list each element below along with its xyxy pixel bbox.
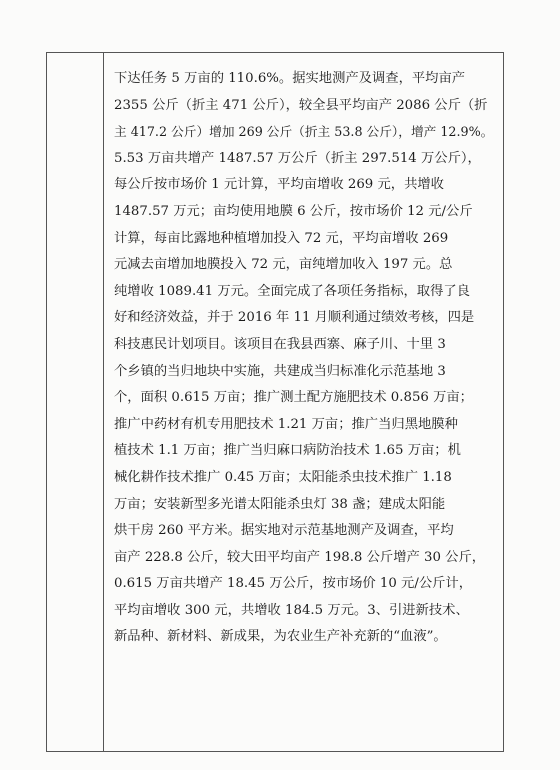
text-line: 烘干房 260 平方米。据实地对示范基地测产及调查，平均 [114,523,454,539]
text-line: 科技惠民计划项目。该项目在我县西寨、麻子川、十里 3 [114,336,446,352]
text-line: 械化耕作技术推广 0.45 万亩；太阳能杀虫技术推广 1.18 [114,469,452,485]
text-line: 个乡镇的当归地块中实施，共建成当归标准化示范基地 3 [114,363,446,379]
text-line: 每公斤按市场价 1 元计算，平均亩增收 269 元，共增收 [114,177,444,193]
text-line: 计算，每亩比露地种植增加投入 72 元，平均亩增收 269 [114,230,449,246]
text-line: 亩产 228.8 公斤，较大田平均亩产 198.8 公斤增产 30 公斤， [114,549,486,565]
text-line: 万亩；安装新型多光谱太阳能杀虫灯 38 盏；建成太阳能 [114,496,446,512]
text-line: 1487.57 万元；亩均使用地膜 6 公斤，按市场价 12 元/公斤 [114,203,473,219]
text-line: 个，面积 0.615 万亩；推广测土配方施肥技术 0.856 万亩； [114,390,473,406]
text-line: 0.615 万亩共增产 18.45 万公斤，按市场价 10 元/公斤计， [114,576,473,592]
text-line: 植技术 1.1 万亩；推广当归麻口病防治技术 1.65 万亩；机 [114,443,461,459]
column-divider [103,52,104,752]
text-line: 新品种、新材料、新成果，为农业生产补充新的“血液”。 [114,629,447,645]
text-line: 纯增收 1089.41 万元。全面完成了各项任务指标，取得了良 [114,283,470,299]
text-line: 2355 公斤（折主 471 公斤），较全县平均亩产 2086 公斤（折 [114,97,488,113]
text-line: 好和经济效益，并于 2016 年 11 月顺利通过绩效考核，四是 [114,310,475,326]
text-line: 平均亩增收 300 元，共增收 184.5 万元。3、引进新技术、 [114,602,469,618]
body-text-cell [114,66,498,651]
text-line: 元减去亩增加地膜投入 72 元，亩纯增加收入 197 元。总 [114,257,453,273]
text-line: 5.53 万亩共增产 1487.57 万公斤（折主 297.514 万公斤）， [114,150,481,166]
text-line: 推广中药材有机专用肥技术 1.21 万亩；推广当归黑地膜种 [114,416,458,432]
text-line: 主 417.2 公斤）增加 269 公斤（折主 53.8 公斤），增产 12.9%。 [114,124,494,140]
text-line: 下达任务 5 万亩的 110.6%。据实地测产及调查，平均亩产 [114,71,466,86]
